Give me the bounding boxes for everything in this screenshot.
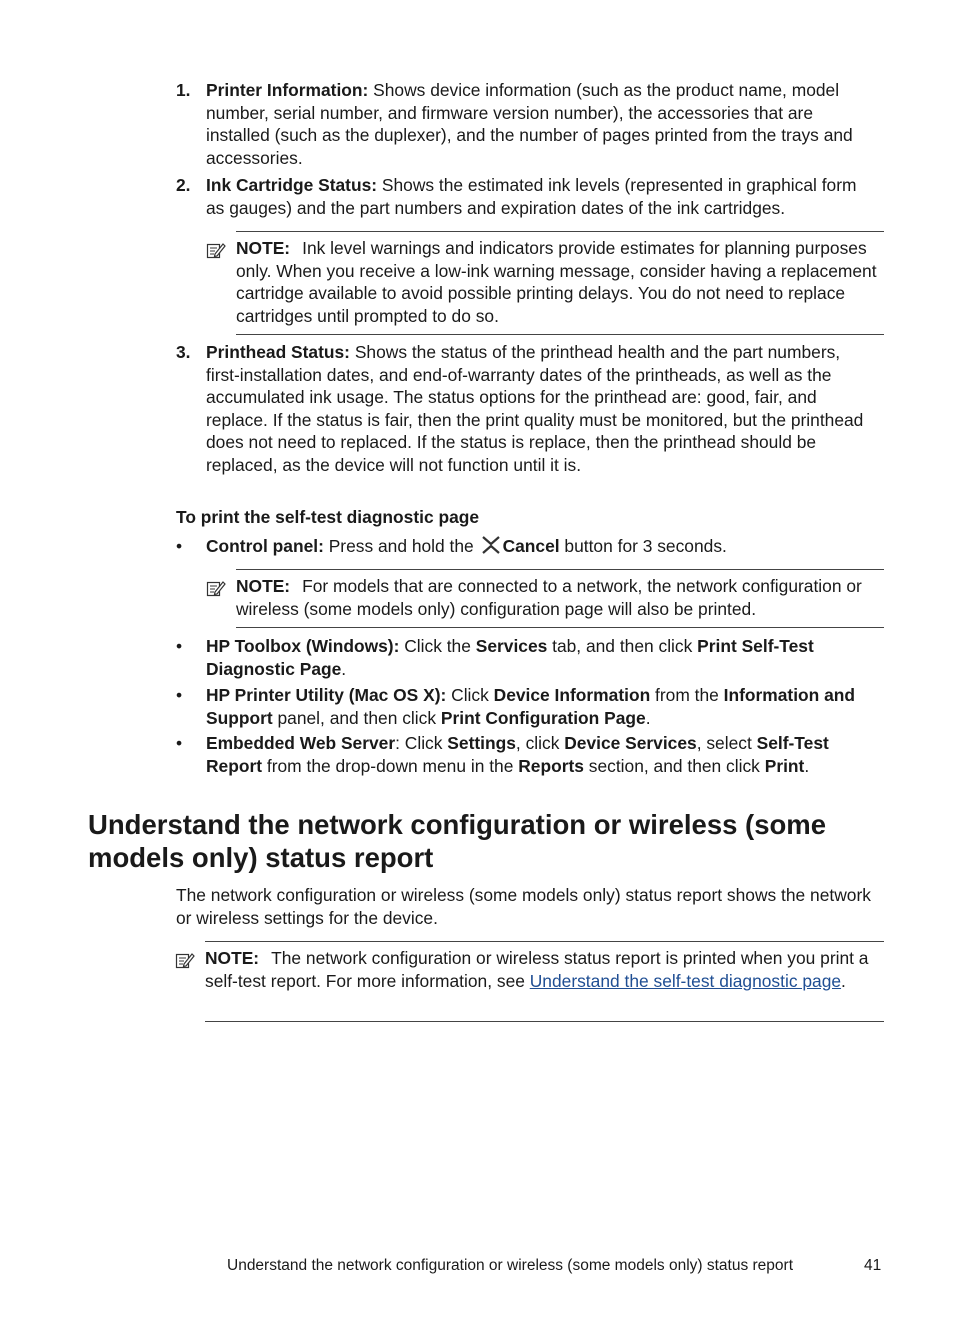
- self-test-page-link[interactable]: Understand the self-test diagnostic page: [529, 970, 842, 991]
- section-title: Understand the network configuration or wireless (some models only) status report: [88, 809, 827, 873]
- note-pencil-icon: [175, 950, 195, 970]
- list-item-ink-cartridge-status: [176, 174, 876, 219]
- list-number: 1.: [176, 80, 191, 100]
- note-pencil-icon: [206, 240, 226, 260]
- bullet-marker: •: [176, 733, 183, 753]
- cancel-label: Cancel: [502, 536, 560, 556]
- note-status-report: NOTE: The network configuration or wireless status report is printed when you print a self-test report. For more information, see Understand the self-test diagnostic page.: [205, 941, 884, 1022]
- bullet-hp-printer-utility: • HP Printer Utility (Mac OS X): Click Device Information from the Information and Support panel, and then click Print Configuration Page.: [176, 685, 856, 728]
- item-label: Printer Information:: [206, 80, 369, 100]
- item-label: Printhead Status:: [206, 342, 350, 362]
- bullet-embedded-web-server: • Embedded Web Server: Click Settings, click Device Services, select Self-Test Report from the drop-down menu in the Reports section, and then click Print.: [176, 733, 829, 776]
- note-pencil-icon: [206, 578, 226, 598]
- item-label: Ink Cartridge Status:: [206, 175, 378, 195]
- item-text: Shows device information (such as the product name, model number, serial number, and firmware version number), the accessories that are installed (such as the duplexer), and the number of pages printed from the trays and accessories.: [206, 80, 853, 168]
- footer-title: Understand the network configuration or wireless (some models only) status report: [227, 1257, 794, 1274]
- list-item-printhead-status: [176, 341, 876, 477]
- bullet-label: Embedded Web Server: [206, 733, 396, 753]
- bullet-label: HP Toolbox (Windows):: [206, 636, 400, 656]
- list-item-body: [206, 174, 876, 219]
- list-item-printer-information: [176, 79, 876, 169]
- list-number: 2.: [176, 175, 191, 195]
- bullet-control-panel: • Control panel: Press and hold the Cancel button for 3 seconds.: [176, 536, 727, 556]
- bullet-marker: •: [176, 685, 183, 705]
- item-text: Shows the status of the printhead health and the part numbers, first-installation dates, and end-of-warranty dates of the printheads, as well as the accumulated ink usage. The status options for the printhead are: good, fair, and replace. If the status is fair, then the print quality must be monitored, but the printhead does not need to replaced. If the status is replace, then the printhead should be replaced, as the device will not function until it is.: [206, 342, 864, 475]
- bullet-label: Control panel:: [206, 536, 324, 556]
- bullet-marker: •: [176, 636, 183, 656]
- note-network-config: [236, 569, 884, 628]
- section-intro: The network configuration or wireless (some models only) status report shows the network or wireless settings for the device.: [176, 885, 871, 928]
- note-text: For models that are connected to a network, the network configuration or wireless (some models only) configuration page will also be printed.: [236, 576, 862, 619]
- list-number: 3.: [176, 342, 191, 362]
- page-number: 41: [864, 1257, 882, 1274]
- note-label: NOTE:: [205, 948, 260, 968]
- note-ink-levels: [236, 231, 884, 335]
- note-label: NOTE:: [236, 576, 291, 596]
- procedure-heading: To print the self-test diagnostic page: [176, 507, 480, 527]
- bullet-label: HP Printer Utility (Mac OS X):: [206, 685, 447, 705]
- note-text: Ink level warnings and indicators provide estimates for planning purposes only. When you receive a low-ink warning message, consider having a replacement cartridge available to avoid possible printing delays. You do not need to replace cartridges until prompted to do so.: [236, 238, 877, 326]
- list-item-body: [206, 341, 876, 477]
- cancel-x-icon: [481, 536, 501, 554]
- bullet-marker: •: [176, 536, 183, 556]
- note-label: NOTE:: [236, 238, 291, 258]
- item-text: Shows the estimated ink levels (represented in graphical form as gauges) and the part numbers and expiration dates of the ink cartridges.: [206, 175, 857, 218]
- bullet-hp-toolbox: • HP Toolbox (Windows): Click the Services tab, and then click Print Self-Test Diagnostic Page.: [176, 636, 814, 679]
- list-item-body: [206, 79, 876, 169]
